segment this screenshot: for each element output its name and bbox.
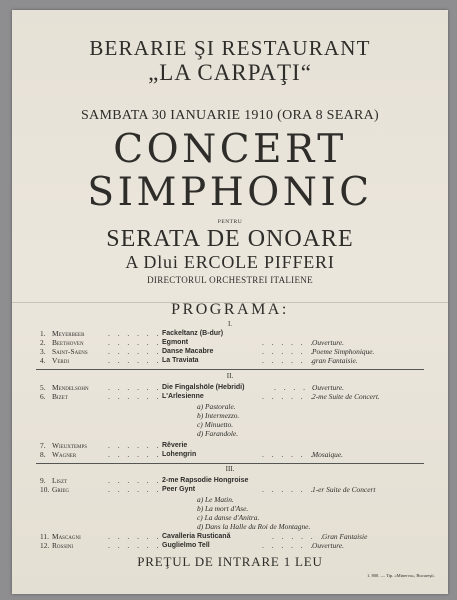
section-divider — [36, 369, 424, 370]
list-item: d) Farandole. — [197, 429, 239, 438]
concert-date: SAMBATA 30 IANUARIE 1910 (ORA 8 SEARA) — [80, 108, 380, 123]
list-item: 10. Grieg . . . . . . Peer Gynt . . . . . . 1-er Suite de Concert — [40, 485, 376, 494]
list-item: 5. Mendelsohn . . . . . . Die Fingalshöle (Hebridi) . . . . . Ouverture. — [40, 383, 344, 392]
list-item: 11. Mascagni . . . . . . Cavalleria Rusticană . . . . . . Gran Fantaisie — [40, 532, 368, 541]
list-item: d) Dans la Halle du Roi de Montagne. — [197, 522, 311, 531]
section-label: I. — [227, 320, 233, 328]
serata-title: SERATA DE ONOARE — [106, 226, 354, 252]
list-item: a) Pastorale. — [197, 402, 236, 411]
venue-name: „LA CARPAŢI“ — [148, 60, 312, 85]
concert-poster — [12, 10, 448, 594]
list-item: 7. Wieuxtemps . . . . . . Rêverie — [40, 441, 188, 450]
entry-price: PREŢUL DE INTRARE 1 LEU — [137, 554, 323, 569]
list-item: 3. Saint-Saens . . . . . . Danse Macabre . . . . . . Poeme Simphonique. — [40, 347, 375, 356]
list-item: 9. Liszt . . . . . . 2-me Rapsodie Hongroise — [40, 476, 249, 485]
list-item: c) La danse d'Anitra. — [197, 513, 260, 522]
printer-credit: 1. 800. — Tip. «Minerva», Bucureşti. — [367, 573, 435, 578]
section-label: III. — [225, 465, 235, 473]
list-item: 6. Bizet . . . . . . L'Arlesienne . . . . . . 2-me Suite de Concert. — [40, 392, 380, 401]
list-item: 4. Verdi . . . . . . La Traviata . . . . . . gran Fantaisie. — [40, 356, 358, 365]
honoree: A Dlui ERCOLE PIFFERI — [125, 252, 335, 272]
pentru-label: PENTRU — [217, 219, 243, 225]
list-item: 8. Wagner . . . . . . Lohengrin . . . . . . Mosaique. — [40, 450, 343, 459]
title-simphonic: SIMPHONIC — [87, 170, 373, 215]
list-item: c) Minuetto. — [197, 420, 234, 429]
director-role: DIRECTORUL ORCHESTREI ITALIENE — [147, 275, 313, 285]
list-item: 12. Rossini . . . . . . Guglielmo Tell . . . . . . Ouverture. — [40, 541, 344, 550]
section-label: II. — [226, 372, 234, 380]
section-divider — [36, 463, 424, 464]
list-item: a) Le Matin. — [197, 495, 234, 504]
venue-line: BERARIE ŞI RESTAURANT — [89, 36, 371, 60]
list-item: b) La mort d'Ase. — [197, 504, 249, 513]
list-item: 1. Meyerbeer . . . . . . Fackeltanz (B-dur) — [40, 329, 224, 338]
title-concert: CONCERT — [113, 127, 347, 172]
list-item: 2. Beethoven . . . . . . Egmont . . . . . . Ouverture. — [40, 338, 344, 347]
programme-heading: PROGRAMA: — [171, 301, 289, 318]
list-item: b) Intermezzo. — [197, 411, 240, 420]
